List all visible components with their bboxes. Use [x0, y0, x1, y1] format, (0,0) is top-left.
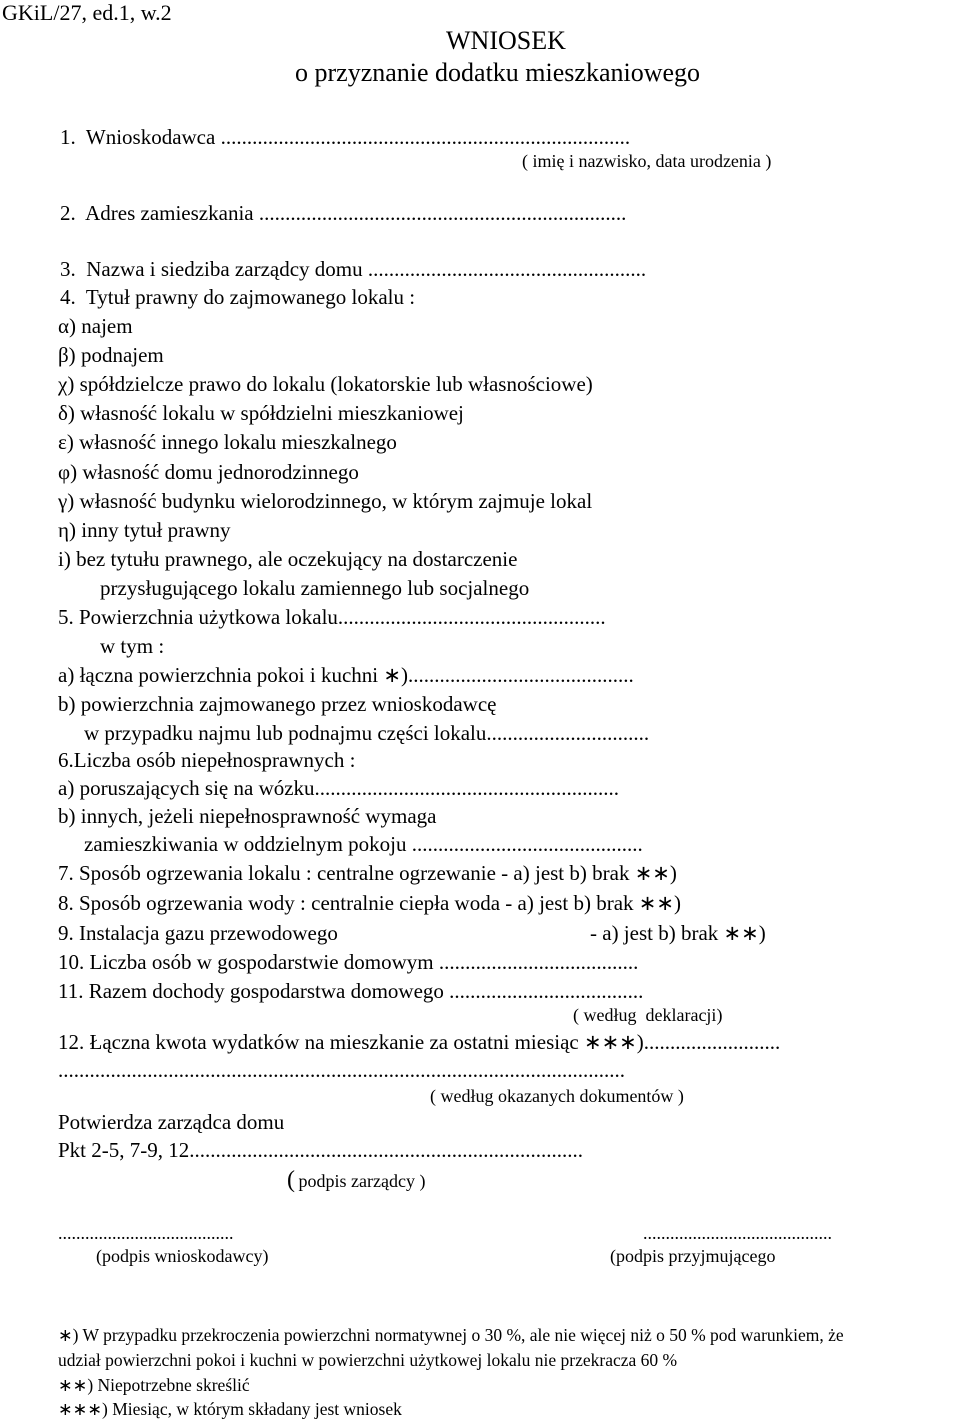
option-item [58, 549, 517, 570]
option-symbol: i) [58, 547, 71, 571]
field-heating: 7. Sposób ogrzewania lokalu : centralne ogrzewanie - a) jest b) brak ∗∗) [58, 861, 677, 885]
footnote-2: ∗∗) Niepotrzebne skreślić [58, 1375, 250, 1395]
field-expenses-note: ( według okazanych dokumentów ) [430, 1086, 684, 1106]
manager-signature-label: podpis zarządcy ) [294, 1171, 426, 1191]
footnote-1b: udział powierzchni pokoi i kuchni w powierzchni użytkowej lokalu nie przekracza 60 % [58, 1350, 678, 1370]
field-expenses-dots: ............................................................................................................ [58, 1058, 625, 1082]
option-i-continuation: przysługującego lokalu zamiennego lub socjalnego [100, 576, 530, 600]
applicant-signature-line: ....................................... [58, 1223, 234, 1243]
field-disabled-wheelchair: a) poruszających się na wózku.......................................................... [58, 776, 620, 800]
document-title: WNIOSEK [446, 26, 566, 55]
confirm-points: Pkt 2-5, 7-9, 12........................................................................... [58, 1138, 583, 1162]
field-housing-expenses: 12. Łączna kwota wydatków na mieszkanie za ostatni miesiąc ∗∗∗).......................... [58, 1030, 781, 1054]
option-symbol: η) [58, 518, 76, 542]
option-item [58, 462, 359, 483]
field-household-size: 10. Liczba osób w gospodarstwie domowym ...................................... [58, 950, 639, 974]
field-income-note: ( według deklaracji) [573, 1005, 723, 1025]
field-disabled-other-2: zamieszkiwania w oddzielnym pokoju ............................................ [84, 832, 643, 856]
field-area-occupied-2: w przypadku najmu lub podnajmu części lokalu............................... [84, 721, 650, 745]
option-item [58, 520, 231, 541]
option-text: własność innego lokalu mieszkalnego [79, 430, 397, 454]
option-symbol: γ) [58, 489, 75, 513]
option-symbol: δ) [58, 401, 75, 425]
field-disabled-other-1: b) innych, jeżeli niepełnosprawność wymaga [58, 804, 437, 828]
option-text: własność domu jednorodzinnego [82, 460, 359, 484]
option-item [58, 316, 133, 337]
footnote-3: ∗∗∗) Miesiąc, w którym składany jest wniosek [58, 1399, 402, 1419]
footnote-1a: ∗) W przypadku przekroczenia powierzchni normatywnej o 30 %, ale nie więcej niż o 50 % pod warunkiem, że [58, 1325, 844, 1345]
field-address: 2. Adres zamieszkania ...................................................................... [60, 201, 627, 225]
field-manager: 3. Nazwa i siedziba zarządcy domu ..................................................... [60, 257, 647, 281]
confirm-paren: ( [287, 1167, 295, 1193]
option-item [58, 345, 164, 366]
field-legal-title: 4. Tytuł prawny do zajmowanego lokalu : [60, 285, 416, 309]
option-item [58, 374, 593, 395]
option-item [58, 403, 464, 424]
field-applicant: 1. Wnioskodawca .............................................................................. [60, 125, 631, 149]
field-area-occupied-1: b) powierzchnia zajmowanego przez wnioskodawcę [58, 692, 497, 716]
option-item [58, 491, 592, 512]
document-subtitle: o przyznanie dodatku mieszkaniowego [295, 58, 701, 87]
confirm-heading: Potwierdza zarządca domu [58, 1110, 285, 1134]
option-symbol: α) [58, 314, 76, 338]
receiver-signature-line: .......................................... [643, 1223, 832, 1243]
receiver-signature-label: (podpis przyjmującego [610, 1246, 776, 1266]
option-text: bez tytułu prawnego, ale oczekujący na dostarczenie [76, 547, 518, 571]
field-area-wtym: w tym : [100, 634, 165, 658]
option-text: inny tytuł prawny [81, 518, 231, 542]
option-symbol: χ) [58, 372, 75, 396]
field-household-income: 11. Razem dochody gospodarstwa domowego ..................................... [58, 979, 644, 1003]
option-text: spółdzielcze prawo do lokalu (lokatorskie lub własnościowe) [79, 372, 593, 396]
option-text: podnajem [80, 343, 164, 367]
field-usable-area: 5. Powierzchnia użytkowa lokalu................................................... [58, 605, 606, 629]
option-text: własność budynku wielorodzinnego, w którym zajmuje lokal [79, 489, 593, 513]
option-text: najem [81, 314, 133, 338]
option-symbol: φ) [58, 460, 78, 484]
field-applicant-note: ( imię i nazwisko, data urodzenia ) [522, 151, 772, 171]
field-disabled-persons: 6.Liczba osób niepełnosprawnych : [58, 748, 356, 772]
field-water-heating: 8. Sposób ogrzewania wody : centralnie ciepła woda - a) jest b) brak ∗∗) [58, 891, 681, 915]
applicant-signature-label: (podpis wnioskodawcy) [96, 1246, 269, 1266]
option-text: własność lokalu w spółdzielni mieszkaniowej [80, 401, 464, 425]
document-reference: GKiL/27, ed.1, w.2 [2, 0, 172, 25]
field-gas-options: - a) jest b) brak ∗∗) [590, 921, 766, 945]
option-item [58, 432, 397, 453]
option-symbol: β) [58, 343, 76, 367]
field-area-rooms: a) łączna powierzchnia pokoi i kuchni ∗)........................................... [58, 663, 634, 687]
option-symbol: ε) [58, 430, 74, 454]
field-gas: 9. Instalacja gazu przewodowego [58, 921, 338, 945]
